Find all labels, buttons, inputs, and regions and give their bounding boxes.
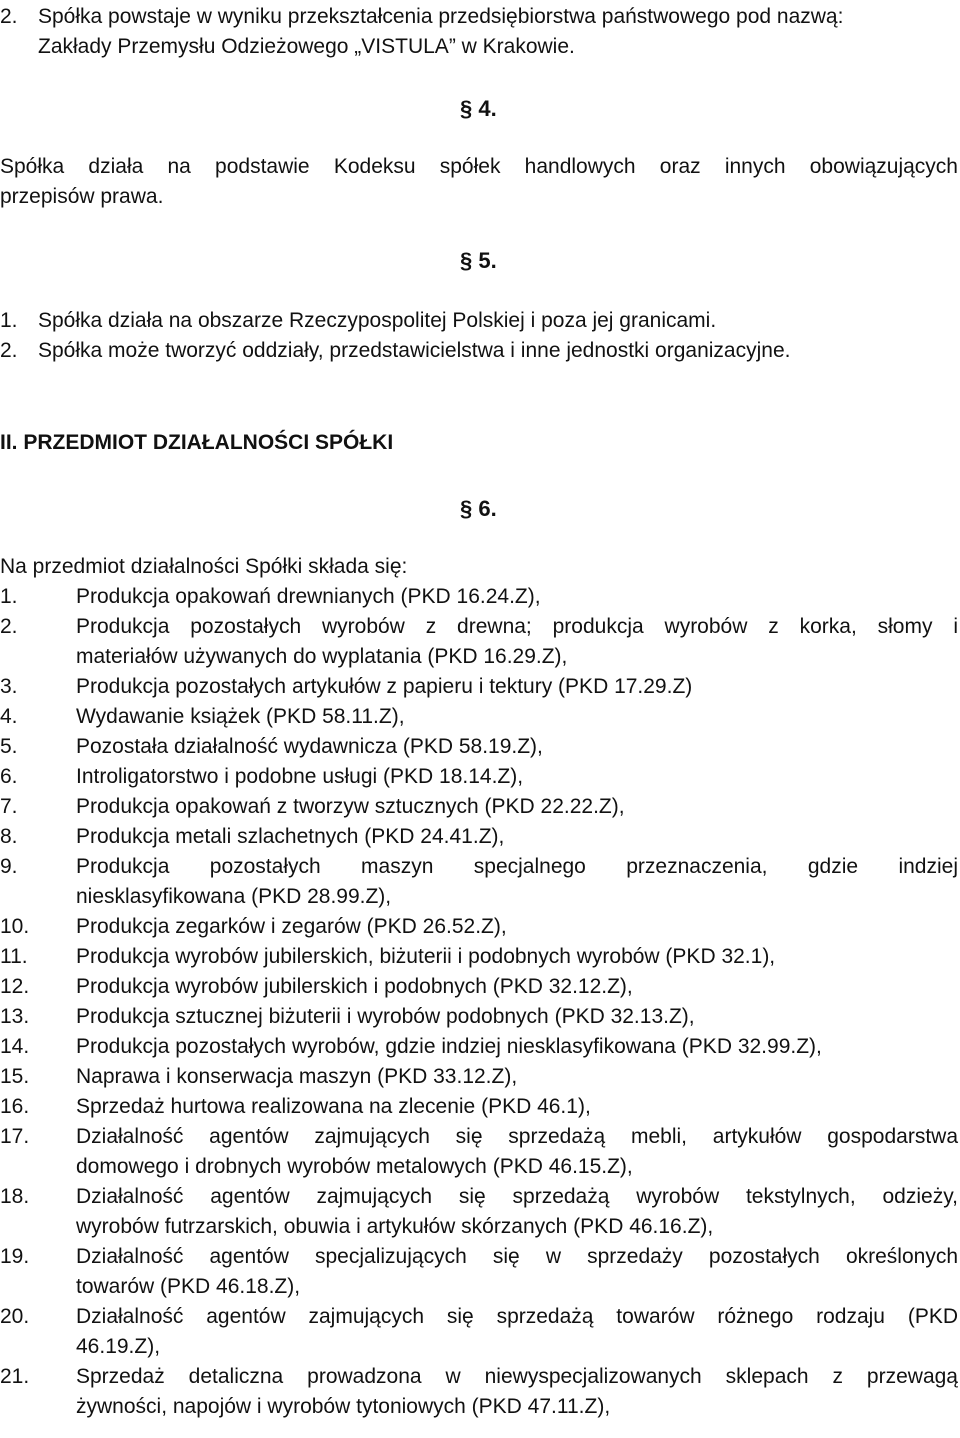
activity-text bbox=[76, 732, 958, 762]
activity-text-line: Produkcja opakowań drewnianych (PKD 16.24.Z), bbox=[76, 585, 541, 608]
activity-text-line: domowego i drobnych wyrobów metalowych (PKD 46.15.Z), bbox=[76, 1155, 633, 1178]
activity-list-item bbox=[0, 1032, 958, 1062]
paragraph-number: 5. bbox=[478, 248, 497, 273]
paragraph-mark-6 bbox=[460, 494, 497, 524]
paragraph-line: przepisów prawa. bbox=[0, 185, 164, 208]
activity-number: 8. bbox=[0, 825, 18, 848]
section-symbol: § bbox=[460, 248, 479, 273]
activity-text-line: niesklasyfikowana (PKD 28.99.Z), bbox=[76, 885, 392, 908]
activity-number: 6. bbox=[0, 765, 18, 788]
activity-text-line: żywności, napojów i wyrobów tytoniowych (PKD 47.11.Z), bbox=[76, 1395, 611, 1418]
activity-list-item bbox=[0, 702, 958, 732]
paragraph-number: 6. bbox=[478, 496, 497, 521]
activity-text bbox=[76, 912, 958, 942]
paragraph-4-text bbox=[0, 152, 958, 212]
activity-text-line: Introligatorstwo i podobne usługi (PKD 18.14.Z), bbox=[76, 765, 524, 788]
activity-text-line: Produkcja sztucznej biżuterii i wyrobów podobnych (PKD 32.13.Z), bbox=[76, 1005, 695, 1028]
activity-text bbox=[76, 1182, 958, 1242]
activity-list-item bbox=[0, 582, 958, 612]
activity-number: 16. bbox=[0, 1095, 30, 1118]
activity-text-line: 46.19.Z), bbox=[76, 1335, 161, 1358]
activity-number: 21. bbox=[0, 1365, 30, 1388]
activity-text-line: Sprzedaż detaliczna prowadzona w niewyspecjalizowanych sklepach z przewagą bbox=[76, 1365, 958, 1388]
activity-text-line: wyrobów futrzarskich, obuwia i artykułów skórzanych (PKD 46.16.Z), bbox=[76, 1215, 714, 1238]
activity-number: 2. bbox=[0, 615, 18, 638]
list-text-line: Zakłady Przemysłu Odzieżowego „VISTULA” w Krakowie. bbox=[38, 35, 575, 58]
activity-list-item bbox=[0, 942, 958, 972]
activity-text-line: Produkcja metali szlachetnych (PKD 24.41.Z), bbox=[76, 825, 505, 848]
activity-text bbox=[76, 972, 958, 1002]
activity-text bbox=[76, 1032, 958, 1062]
paragraph-6-intro: Na przedmiot działalności Spółki składa się: bbox=[0, 555, 408, 578]
activity-list-item bbox=[0, 972, 958, 1002]
paragraph-mark-4 bbox=[460, 94, 497, 124]
activity-list-item bbox=[0, 792, 958, 822]
activity-text bbox=[76, 582, 958, 612]
activity-text-line: Działalność agentów zajmujących się sprzedażą mebli, artykułów gospodarstwa bbox=[76, 1125, 958, 1148]
activity-list-item bbox=[0, 1002, 958, 1032]
activity-text bbox=[76, 762, 958, 792]
activity-text-line: Wydawanie książek (PKD 58.11.Z), bbox=[76, 705, 405, 728]
activity-list-item bbox=[0, 732, 958, 762]
activity-text bbox=[76, 1092, 958, 1122]
activity-list-item bbox=[0, 822, 958, 852]
activity-text-line: Produkcja pozostałych maszyn specjalnego przeznaczenia, gdzie indziej bbox=[76, 855, 958, 878]
list-number: 2. bbox=[0, 339, 18, 362]
list-text: Spółka działa na obszarze Rzeczypospolitej Polskiej i poza jej granicami. bbox=[38, 309, 717, 332]
activity-number: 1. bbox=[0, 585, 18, 608]
activity-number: 3. bbox=[0, 675, 18, 698]
paragraph-5-item bbox=[0, 336, 958, 366]
activity-text-line: Pozostała działalność wydawnicza (PKD 58.19.Z), bbox=[76, 735, 543, 758]
activity-text-line: Produkcja zegarków i zegarów (PKD 26.52.Z), bbox=[76, 915, 507, 938]
activity-text bbox=[76, 1002, 958, 1032]
activity-number: 19. bbox=[0, 1245, 30, 1268]
activity-number: 10. bbox=[0, 915, 30, 938]
activity-list-item bbox=[0, 1122, 958, 1182]
activity-text-line: Sprzedaż hurtowa realizowana na zlecenie (PKD 46.1), bbox=[76, 1095, 591, 1118]
activity-text-line: Produkcja wyrobów jubilerskich i podobnych (PKD 32.12.Z), bbox=[76, 975, 633, 998]
activity-number: 18. bbox=[0, 1185, 30, 1208]
activity-number: 9. bbox=[0, 855, 18, 878]
activity-text bbox=[76, 1122, 958, 1182]
activity-list-item bbox=[0, 762, 958, 792]
section-symbol: § bbox=[460, 96, 479, 121]
activity-text-line: Produkcja pozostałych wyrobów, gdzie indziej niesklasyfikowana (PKD 32.99.Z), bbox=[76, 1035, 822, 1058]
section-heading: II. PRZEDMIOT DZIAŁALNOŚCI SPÓŁKI bbox=[0, 431, 394, 454]
list-text bbox=[38, 2, 958, 62]
activity-list-item bbox=[0, 672, 958, 702]
activity-text-line: towarów (PKD 46.18.Z), bbox=[76, 1275, 301, 1298]
paragraph-5-item bbox=[0, 306, 958, 336]
activity-text bbox=[76, 702, 958, 732]
activity-text-line: Produkcja wyrobów jubilerskich, biżuterii i podobnych wyrobów (PKD 32.1), bbox=[76, 945, 776, 968]
activity-text-line: Działalność agentów specjalizujących się w sprzedaży pozostałych określonych bbox=[76, 1245, 958, 1268]
list-number: 2. bbox=[0, 5, 18, 28]
top-list-item bbox=[0, 2, 958, 62]
paragraph-number: 4. bbox=[478, 96, 497, 121]
activity-text-line: Produkcja pozostałych artykułów z papieru i tektury (PKD 17.29.Z) bbox=[76, 675, 693, 698]
activity-number: 15. bbox=[0, 1065, 30, 1088]
activity-text bbox=[76, 942, 958, 972]
section-symbol: § bbox=[460, 496, 479, 521]
activity-text-line: Naprawa i konserwacja maszyn (PKD 33.12.Z), bbox=[76, 1065, 518, 1088]
activity-number: 12. bbox=[0, 975, 30, 998]
activity-number: 14. bbox=[0, 1035, 30, 1058]
activity-number: 5. bbox=[0, 735, 18, 758]
activity-text-line: Działalność agentów zajmujących się sprzedażą wyrobów tekstylnych, odzieży, bbox=[76, 1185, 958, 1208]
activity-number: 11. bbox=[0, 945, 28, 968]
activity-text bbox=[76, 852, 958, 912]
list-text: Spółka może tworzyć oddziały, przedstawicielstwa i inne jednostki organizacyjne. bbox=[38, 339, 791, 362]
activity-text-line: Produkcja opakowań z tworzyw sztucznych (PKD 22.22.Z), bbox=[76, 795, 625, 818]
activity-list-item bbox=[0, 912, 958, 942]
activity-list-item bbox=[0, 1182, 958, 1242]
activity-text bbox=[76, 1242, 958, 1302]
activity-list-item bbox=[0, 612, 958, 672]
activity-list-item bbox=[0, 1062, 958, 1092]
activity-number: 13. bbox=[0, 1005, 30, 1028]
activity-list-item bbox=[0, 1092, 958, 1122]
list-text-line: Spółka powstaje w wyniku przekształcenia przedsiębiorstwa państwowego pod nazwą: bbox=[38, 5, 844, 28]
list-number: 1. bbox=[0, 309, 18, 332]
activity-text bbox=[76, 612, 958, 672]
activity-number: 17. bbox=[0, 1125, 30, 1148]
activity-list-item bbox=[0, 1362, 958, 1422]
paragraph-mark-5 bbox=[460, 246, 497, 276]
activity-text-line: materiałów używanych do wyplatania (PKD 16.29.Z), bbox=[76, 645, 568, 668]
activity-text bbox=[76, 1362, 958, 1422]
activity-number: 4. bbox=[0, 705, 18, 728]
activity-text bbox=[76, 792, 958, 822]
activity-text bbox=[76, 822, 958, 852]
activity-text bbox=[76, 1302, 958, 1362]
activity-text-line: Działalność agentów zajmujących się sprzedażą towarów różnego rodzaju (PKD bbox=[76, 1305, 958, 1328]
paragraph-line: Spółka działa na podstawie Kodeksu spółek handlowych oraz innych obowiązujących bbox=[0, 155, 958, 178]
activity-text-line: Produkcja pozostałych wyrobów z drewna; produkcja wyrobów z korka, słomy i bbox=[76, 615, 958, 638]
activity-list-item bbox=[0, 852, 958, 912]
activity-number: 20. bbox=[0, 1305, 30, 1328]
activity-list-item bbox=[0, 1302, 958, 1362]
activity-text bbox=[76, 672, 958, 702]
activity-number: 7. bbox=[0, 795, 18, 818]
activity-text bbox=[76, 1062, 958, 1092]
activity-list-item bbox=[0, 1242, 958, 1302]
